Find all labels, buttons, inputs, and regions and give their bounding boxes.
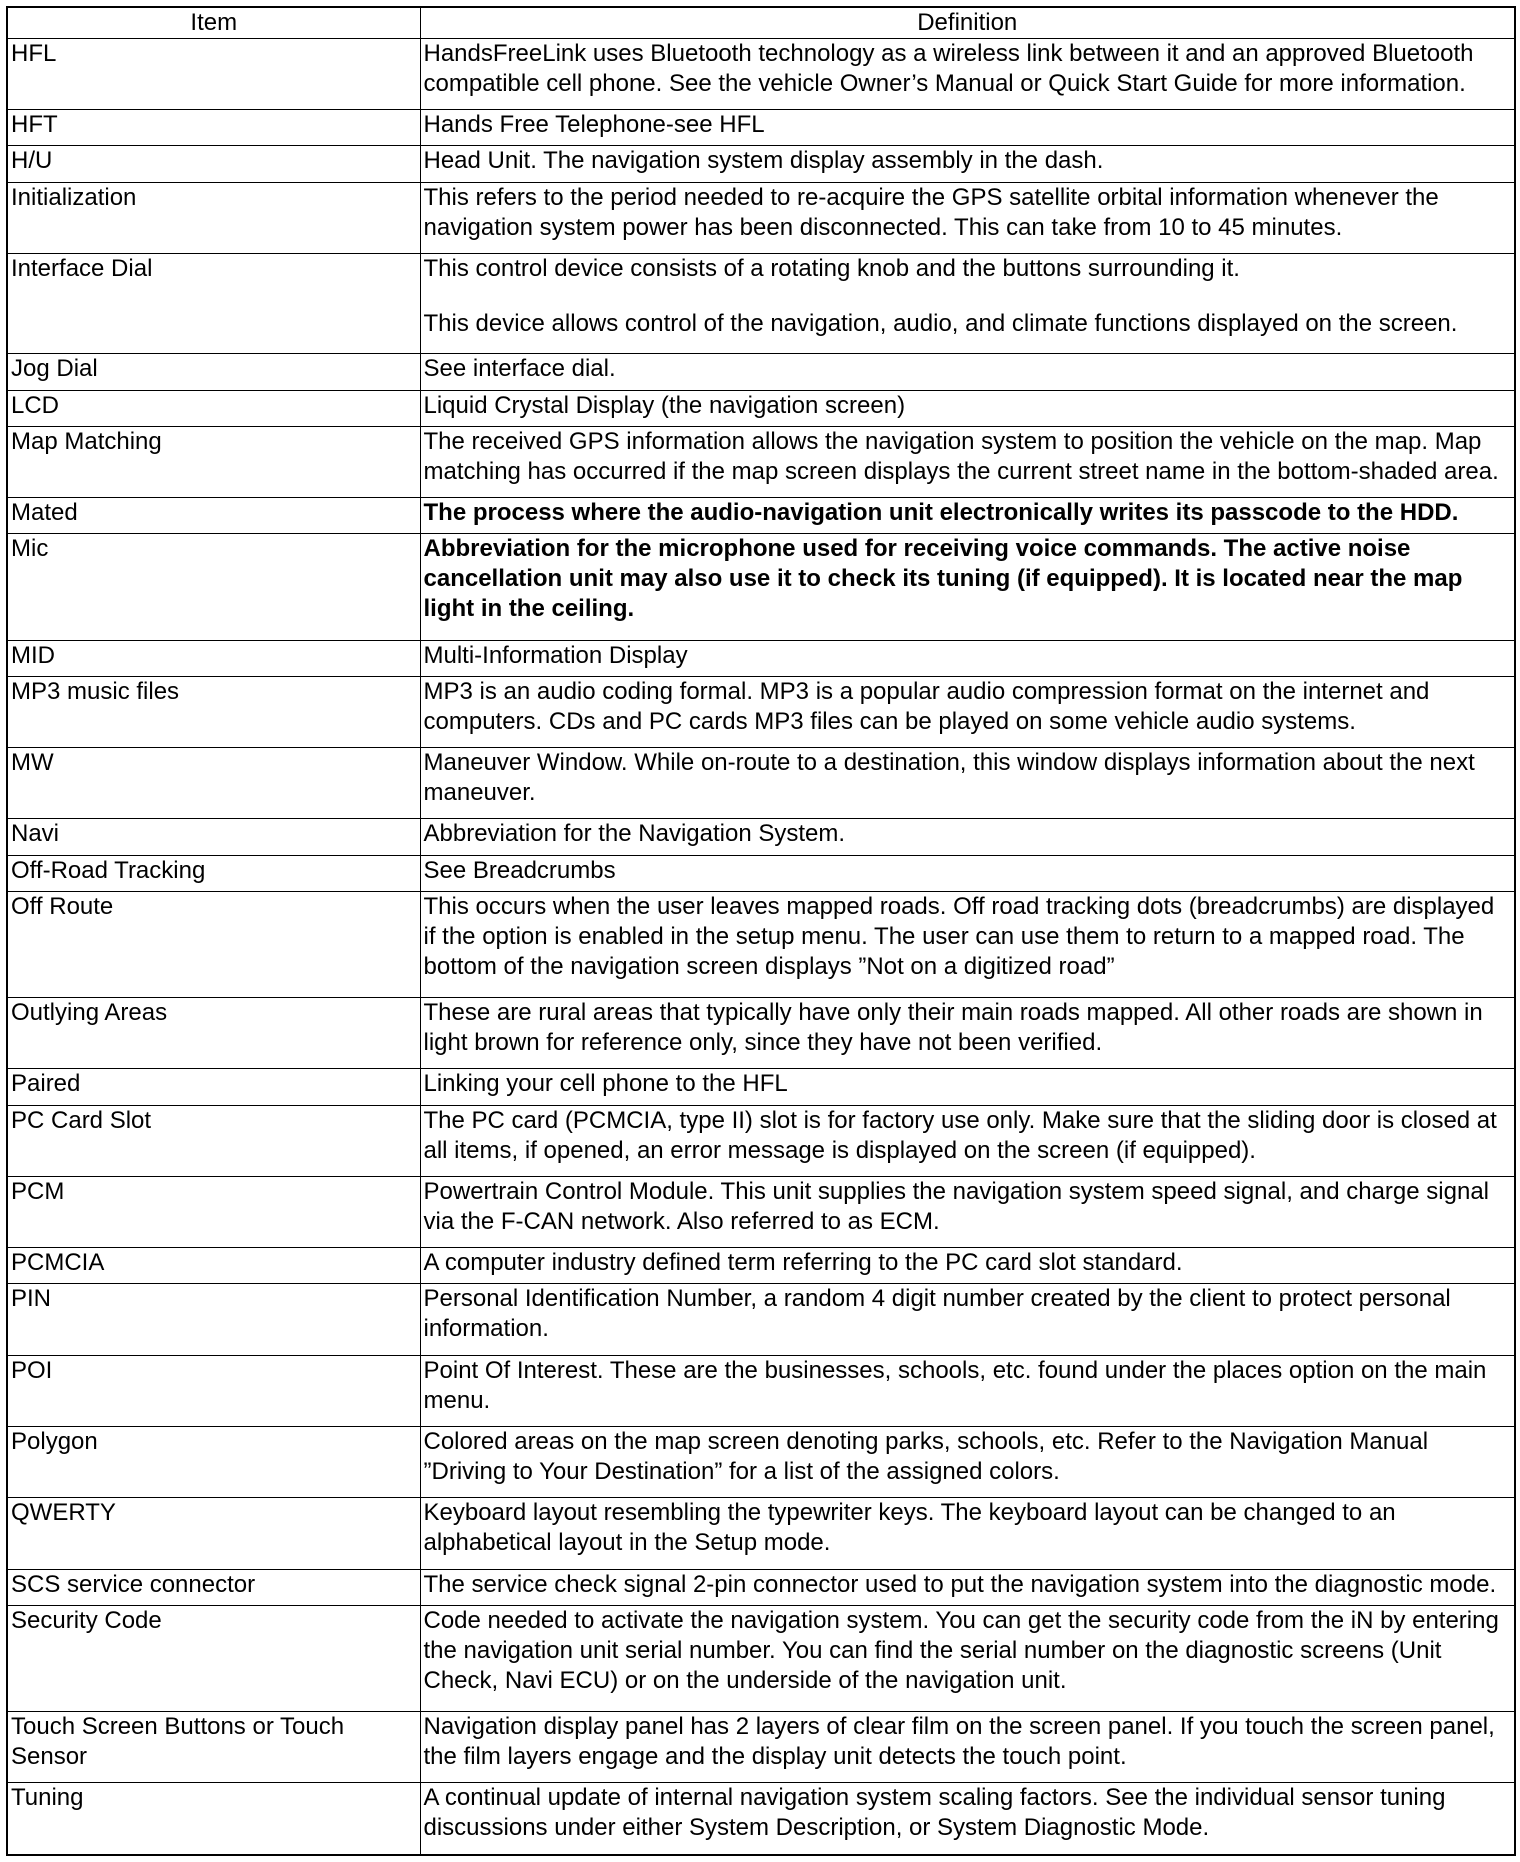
definition-text: This device allows control of the navigation, audio, and climate functions displayed on the screen. (423, 309, 1458, 337)
definition-cell (420, 676, 1515, 747)
definition-text: Powertrain Control Module. This unit supplies the navigation system speed signal, and charge signal via the F-CAN network. Also referred to as ECM. (423, 1177, 1489, 1235)
term-cell: SCS service connector (7, 1569, 420, 1605)
definition-text: Keyboard layout resembling the typewriter keys. The keyboard layout can be changed to an alphabetical layout in the Setup mode. (423, 1499, 1396, 1557)
term-cell: Outlying Areas (7, 998, 420, 1069)
definition-text: A computer industry defined term referring to the PC card slot standard. (423, 1249, 1183, 1277)
term-cell: H/U (7, 146, 420, 182)
definition-cell (420, 1426, 1515, 1497)
term-cell: POI (7, 1355, 420, 1426)
table-row (7, 1248, 1515, 1284)
definition-text: Abbreviation for the microphone used for receiving voice commands. The active noise cancellation unit may also use it to check its tuning (if equipped). It is located near the map light in the ceiling. (423, 535, 1463, 623)
definition-cell (420, 1284, 1515, 1355)
table-row (7, 1783, 1515, 1855)
definition-cell (420, 640, 1515, 676)
term-cell: PIN (7, 1284, 420, 1355)
definition-cell (420, 1105, 1515, 1176)
table-row (7, 182, 1515, 253)
table-row (7, 1176, 1515, 1247)
term-cell: Off-Road Tracking (7, 855, 420, 891)
definition-cell (420, 498, 1515, 534)
definition-text: The received GPS information allows the navigation system to position the vehicle on the map. Map matching has occurred if the map screen displays the current street name in the bottom-shaded area. (423, 427, 1499, 485)
definition-text: These are rural areas that typically have only their main roads mapped. All other roads are shown in light brown for reference only, since they have not been verified. (423, 999, 1483, 1057)
definition-text: Colored areas on the map screen denoting parks, schools, etc. Refer to the Navigation Manual ”Driving to Your Destination” for a list of the assigned colors. (423, 1427, 1429, 1485)
table-row (7, 1105, 1515, 1176)
term-cell: Map Matching (7, 426, 420, 497)
definition-text: See Breadcrumbs (423, 856, 616, 884)
definition-text: Navigation display panel has 2 layers of clear film on the screen panel. If you touch the screen panel, the film layers engage and the display unit detects the touch point. (423, 1713, 1495, 1771)
definition-text: This control device consists of a rotating knob and the buttons surrounding it. (423, 254, 1240, 282)
table-row (7, 1426, 1515, 1497)
definition-cell (420, 39, 1515, 110)
table-row (7, 1605, 1515, 1711)
term-cell: Paired (7, 1069, 420, 1105)
definition-cell (420, 1605, 1515, 1711)
definition-cell (420, 998, 1515, 1069)
definition-text: Head Unit. The navigation system display assembly in the dash. (423, 147, 1104, 175)
definition-cell (420, 426, 1515, 497)
definition-cell (420, 1248, 1515, 1284)
definition-text: MP3 is an audio coding formal. MP3 is a popular audio compression format on the internet and computers. CDs and PC cards MP3 files can be played on some vehicle audio systems. (423, 677, 1430, 735)
term-cell: Off Route (7, 891, 420, 997)
definition-text: Personal Identification Number, a random 4 digit number created by the client to protect personal information. (423, 1285, 1451, 1343)
column-header-definition: Definition (420, 7, 1515, 39)
table-row (7, 354, 1515, 390)
term-cell: PCMCIA (7, 1248, 420, 1284)
term-cell: Security Code (7, 1605, 420, 1711)
definition-cell (420, 748, 1515, 819)
table-row (7, 1569, 1515, 1605)
definition-cell (420, 1712, 1515, 1783)
definition-cell (420, 110, 1515, 146)
table-row (7, 1498, 1515, 1569)
table-row (7, 426, 1515, 497)
table-row (7, 253, 1515, 353)
term-cell: Initialization (7, 182, 420, 253)
definition-cell (420, 1355, 1515, 1426)
definition-text: The PC card (PCMCIA, type II) slot is for factory use only. Make sure that the sliding door is closed at all items, if opened, an error message is displayed on the screen (if equipped). (423, 1106, 1497, 1164)
definition-cell (420, 1783, 1515, 1855)
term-cell: Mic (7, 534, 420, 640)
definition-text: Abbreviation for the Navigation System. (423, 820, 846, 848)
term-cell: PCM (7, 1176, 420, 1247)
column-header-item: Item (7, 7, 420, 39)
definition-text: Maneuver Window. While on-route to a destination, this window displays information about the next maneuver. (423, 749, 1475, 807)
term-cell: Mated (7, 498, 420, 534)
term-cell: LCD (7, 390, 420, 426)
table-row (7, 498, 1515, 534)
definition-cell (420, 819, 1515, 855)
table-row (7, 39, 1515, 110)
definition-cell (420, 891, 1515, 997)
term-cell: Tuning (7, 1783, 420, 1855)
table-row (7, 891, 1515, 997)
term-cell: MW (7, 748, 420, 819)
definition-text: HandsFreeLink uses Bluetooth technology as a wireless link between it and an approved Bluetooth compatible cell phone. See the vehicle Owner’s Manual or Quick Start Guide for more information. (423, 40, 1474, 97)
definition-cell (420, 1176, 1515, 1247)
glossary-table (6, 6, 1516, 1856)
definition-cell (420, 855, 1515, 891)
table-row (7, 819, 1515, 855)
definition-text: Linking your cell phone to the HFL (423, 1070, 788, 1098)
definition-text: Hands Free Telephone-see HFL (423, 111, 765, 139)
table-row (7, 390, 1515, 426)
definition-text: This refers to the period needed to re-acquire the GPS satellite orbital information whenever the navigation system power has been disconnected. This can take from 10 to 45 minutes. (423, 183, 1439, 241)
table-row (7, 748, 1515, 819)
definition-cell (420, 1569, 1515, 1605)
term-cell: Jog Dial (7, 354, 420, 390)
table-row (7, 1712, 1515, 1783)
table-row (7, 534, 1515, 640)
table-row (7, 1284, 1515, 1355)
table-row (7, 998, 1515, 1069)
table-row (7, 640, 1515, 676)
term-cell: Interface Dial (7, 253, 420, 353)
glossary-body (7, 39, 1515, 1856)
term-cell: Polygon (7, 1426, 420, 1497)
term-cell: Navi (7, 819, 420, 855)
definition-cell (420, 1069, 1515, 1105)
definition-cell (420, 1498, 1515, 1569)
term-cell: QWERTY (7, 1498, 420, 1569)
definition-text: Multi-Information Display (423, 641, 688, 669)
definition-cell (420, 534, 1515, 640)
table-row (7, 1069, 1515, 1105)
table-row (7, 855, 1515, 891)
term-cell: MP3 music files (7, 676, 420, 747)
term-cell: MID (7, 640, 420, 676)
definition-text: The process where the audio-navigation unit electronically writes its passcode to the HDD. (423, 499, 1459, 527)
definition-text: The service check signal 2-pin connector used to put the navigation system into the diagnostic mode. (423, 1570, 1497, 1598)
term-cell: HFL (7, 39, 420, 110)
definition-cell (420, 390, 1515, 426)
table-row (7, 1355, 1515, 1426)
definition-cell (420, 354, 1515, 390)
table-row (7, 146, 1515, 182)
table-row (7, 676, 1515, 747)
definition-text: Point Of Interest. These are the businesses, schools, etc. found under the places option on the main menu. (423, 1356, 1487, 1414)
definition-cell (420, 146, 1515, 182)
term-cell: HFT (7, 110, 420, 146)
header-row (7, 7, 1515, 39)
table-row (7, 110, 1515, 146)
term-cell: PC Card Slot (7, 1105, 420, 1176)
definition-text: See interface dial. (423, 355, 616, 383)
term-cell: Touch Screen Buttons or Touch Sensor (7, 1712, 420, 1783)
definition-cell (420, 253, 1515, 353)
definition-text: This occurs when the user leaves mapped roads. Off road tracking dots (breadcrumbs) are displayed if the option is enabled in the setup menu. The user can use them to return to a mapped road. The bottom of the navigation screen displays ”Not on a digitized road” (423, 892, 1495, 980)
definition-cell (420, 182, 1515, 253)
definition-text: Code needed to activate the navigation system. You can get the security code from the iN by entering the navigation unit serial number. You can find the serial number on the diagnostic screens (Unit Check, Navi ECU) or on the underside of the navigation unit. (423, 1606, 1499, 1694)
definition-text: A continual update of internal navigation system scaling factors. See the individual sensor tuning discussions under either System Description, or System Diagnostic Mode. (423, 1784, 1446, 1842)
definition-text: Liquid Crystal Display (the navigation screen) (423, 391, 906, 419)
